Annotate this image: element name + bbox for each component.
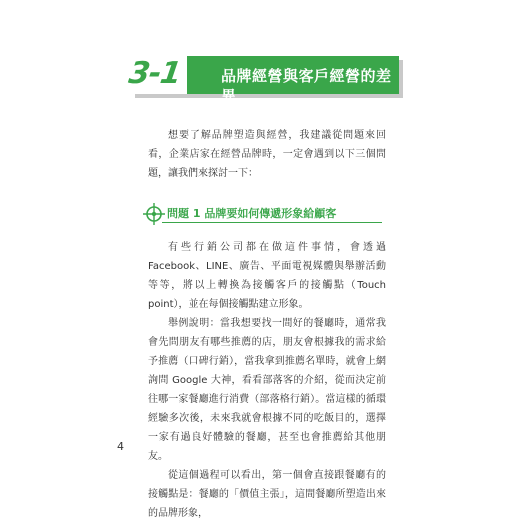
question-title: 問題 1 品牌要如何傳遞形象給顧客 — [167, 207, 337, 220]
paragraph-1: 有些行銷公司都在做這件事情，會透過 Facebook、LINE、廣告、平面電視媒體與舉辦活動等等，將以上轉換為接觸客戶的接觸點（Touch point），並在每個接觸點建立形象。 — [148, 242, 386, 310]
body-paragraphs — [148, 238, 386, 523]
question-underline — [162, 222, 382, 223]
chapter-title: 品牌經營與客戶經營的差異 — [221, 67, 392, 105]
paragraph-3: 從這個過程可以看出，第一個會直接跟餐廳有的接觸點是：餐廳的「價值主張」，這間餐廳所塑造出來的品牌形象， — [148, 470, 386, 519]
chapter-number-block — [125, 54, 187, 94]
chapter-header — [125, 54, 405, 105]
intro-paragraph — [148, 126, 386, 183]
intro-text: 想要了解品牌塑造與經營，我建議從問題來回看，企業店家在經營品牌時，一定會遇到以下三個問題，讓我們來探討一下： — [148, 130, 386, 179]
paragraph-2: 舉例說明：當我想要找一間好的餐廳時，通常我會先問朋友有哪些推薦的店，朋友會根據我的需求給予推薦（口碑行銷），當我拿到推薦名單時，就會上網詢問 Google 大神，看看部落客的介紹，從而決定前往哪一家餐廳進行消費（部落格行銷）。當這樣的循環經驗多次後，未來我就會根據不同的吃飯目的，選擇一家有過良好體驗的餐廳，甚至也會推薦給其他朋友。 — [148, 318, 386, 462]
page-number: 4 — [117, 440, 124, 453]
chapter-number: 3-1 — [126, 56, 183, 91]
